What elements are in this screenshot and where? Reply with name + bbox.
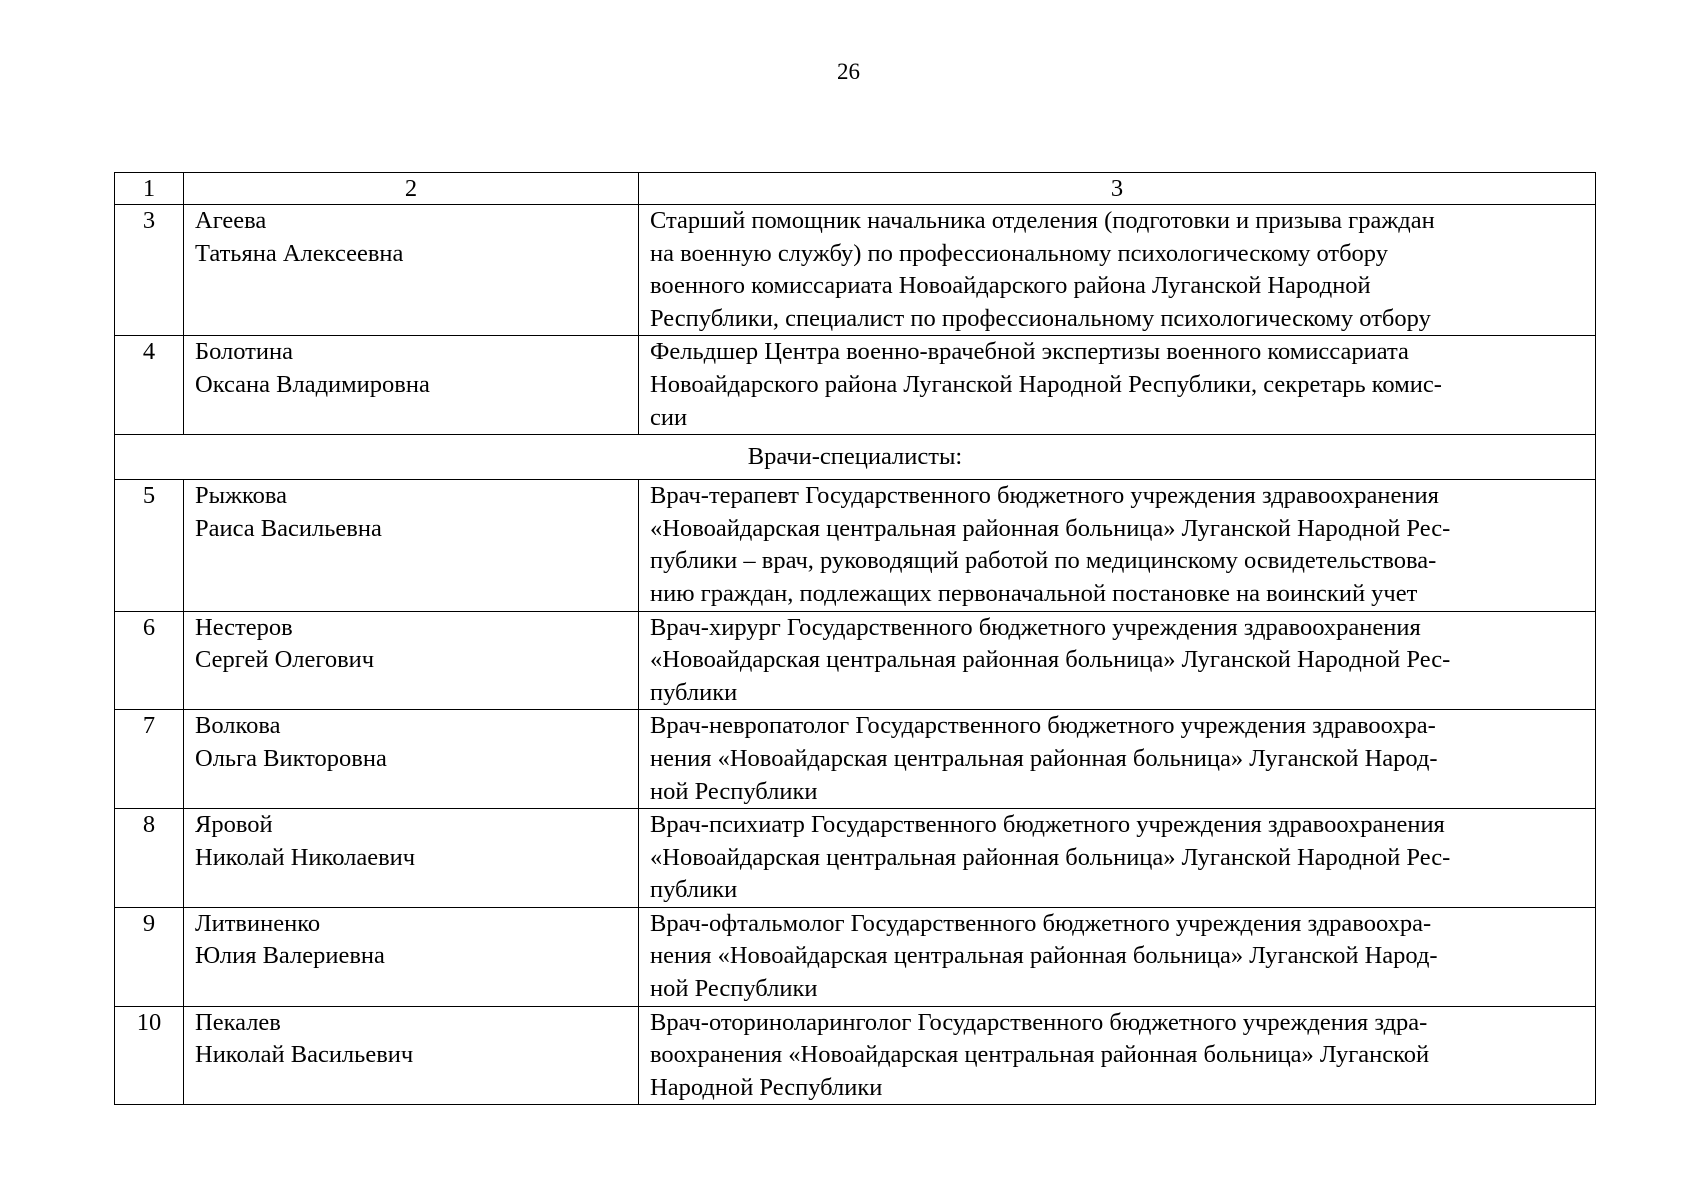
section-title: Врачи-специалисты: [115, 435, 1596, 480]
surname: Литвиненко [195, 909, 321, 937]
header-col-2: 2 [184, 173, 639, 205]
position-line: нения «Новоайдарская центральная районная больница» Луганской Народ- [650, 942, 1438, 970]
given-names: Ольга Викторовна [195, 744, 387, 772]
position-line: Врач-терапевт Государственного бюджетного учреждения здравоохранения [650, 482, 1439, 510]
page-number: 26 [837, 59, 860, 84]
person-name-cell [184, 1006, 639, 1105]
given-names: Татьяна Алексеевна [195, 239, 404, 267]
position-line: воохранения «Новоайдарская центральная районная больница» Луганской [650, 1041, 1430, 1069]
position-line: Республики, специалист по профессиональному психологическому отбору [650, 304, 1431, 332]
position-line: на военную службу) по профессиональному психологическому отбору [650, 239, 1388, 267]
person-name-cell [184, 907, 639, 1006]
table-row [115, 907, 1596, 1006]
position-line: Врач-хирург Государственного бюджетного учреждения здравоохранения [650, 613, 1421, 641]
person-name-cell [184, 480, 639, 611]
position-line: публики [650, 876, 738, 904]
table-row [115, 710, 1596, 809]
given-names: Николай Васильевич [195, 1041, 414, 1069]
row-number: 7 [115, 710, 184, 809]
given-names: Юлия Валериевна [195, 942, 385, 970]
header-col-1: 1 [115, 173, 184, 205]
row-number: 10 [115, 1006, 184, 1105]
position-line: нию граждан, подлежащих первоначальной постановке на воинский учет [650, 579, 1418, 607]
position-line: Старший помощник начальника отделения (подготовки и призыва граждан [650, 207, 1435, 234]
position-description [639, 907, 1596, 1006]
position-line: сии [650, 403, 688, 431]
position-line: «Новоайдарская центральная районная больница» Луганской Народной Рес- [650, 646, 1451, 674]
person-name-cell [184, 710, 639, 809]
table-row [115, 611, 1596, 710]
position-description [639, 611, 1596, 710]
position-line: Врач-оториноларинголог Государственного бюджетного учреждения здра- [650, 1008, 1428, 1036]
row-number: 5 [115, 480, 184, 611]
position-description [639, 710, 1596, 809]
surname: Пекалев [195, 1008, 281, 1036]
given-names: Раиса Васильевна [195, 514, 382, 542]
position-line: Врач-невропатолог Государственного бюджетного учреждения здравоохра- [650, 712, 1436, 740]
row-number: 4 [115, 336, 184, 435]
position-description [639, 480, 1596, 611]
surname: Рыжкова [195, 482, 288, 510]
header-col-3: 3 [639, 173, 1596, 205]
position-line: ной Республики [650, 777, 818, 805]
position-line: нения «Новоайдарская центральная районная больница» Луганской Народ- [650, 744, 1438, 772]
row-number: 6 [115, 611, 184, 710]
surname: Болотина [195, 338, 293, 366]
person-name-cell [184, 205, 639, 336]
commission-table [114, 172, 1596, 1105]
table-row [115, 1006, 1596, 1105]
surname: Яровой [195, 811, 273, 839]
position-line: военного комиссариата Новоайдарского района Луганской Народной [650, 272, 1371, 300]
position-line: «Новоайдарская центральная районная больница» Луганской Народной Рес- [650, 843, 1451, 871]
position-line: Новоайдарского района Луганской Народной Республики, секретарь комис- [650, 370, 1442, 398]
table-header-row [115, 173, 1596, 205]
row-number: 3 [115, 205, 184, 336]
position-line: публики [650, 678, 738, 706]
position-description [639, 1006, 1596, 1105]
table-row [115, 809, 1596, 908]
position-line: Врач-офтальмолог Государственного бюджетного учреждения здравоохра- [650, 909, 1432, 937]
row-number: 9 [115, 907, 184, 1006]
position-line: публики – врач, руководящий работой по медицинскому освидетельствова- [650, 547, 1437, 575]
position-description [639, 336, 1596, 435]
given-names: Николай Николаевич [195, 843, 416, 871]
position-line: ной Республики [650, 975, 818, 1003]
surname: Агеева [195, 207, 267, 234]
person-name-cell [184, 336, 639, 435]
given-names: Сергей Олегович [195, 646, 375, 674]
person-name-cell [184, 611, 639, 710]
position-description [639, 809, 1596, 908]
person-name-cell [184, 809, 639, 908]
given-names: Оксана Владимировна [195, 370, 430, 398]
table-row [115, 205, 1596, 336]
table-row [115, 336, 1596, 435]
surname: Волкова [195, 712, 281, 740]
table-row [115, 480, 1596, 611]
surname: Нестеров [195, 613, 293, 641]
row-number: 8 [115, 809, 184, 908]
position-line: Врач-психиатр Государственного бюджетного учреждения здравоохранения [650, 811, 1445, 839]
position-line: Народной Республики [650, 1073, 883, 1101]
position-description [639, 205, 1596, 336]
position-line: «Новоайдарская центральная районная больница» Луганской Народной Рес- [650, 514, 1451, 542]
section-row [115, 435, 1596, 480]
position-line: Фельдшер Центра военно-врачебной экспертизы военного комиссариата [650, 338, 1409, 366]
